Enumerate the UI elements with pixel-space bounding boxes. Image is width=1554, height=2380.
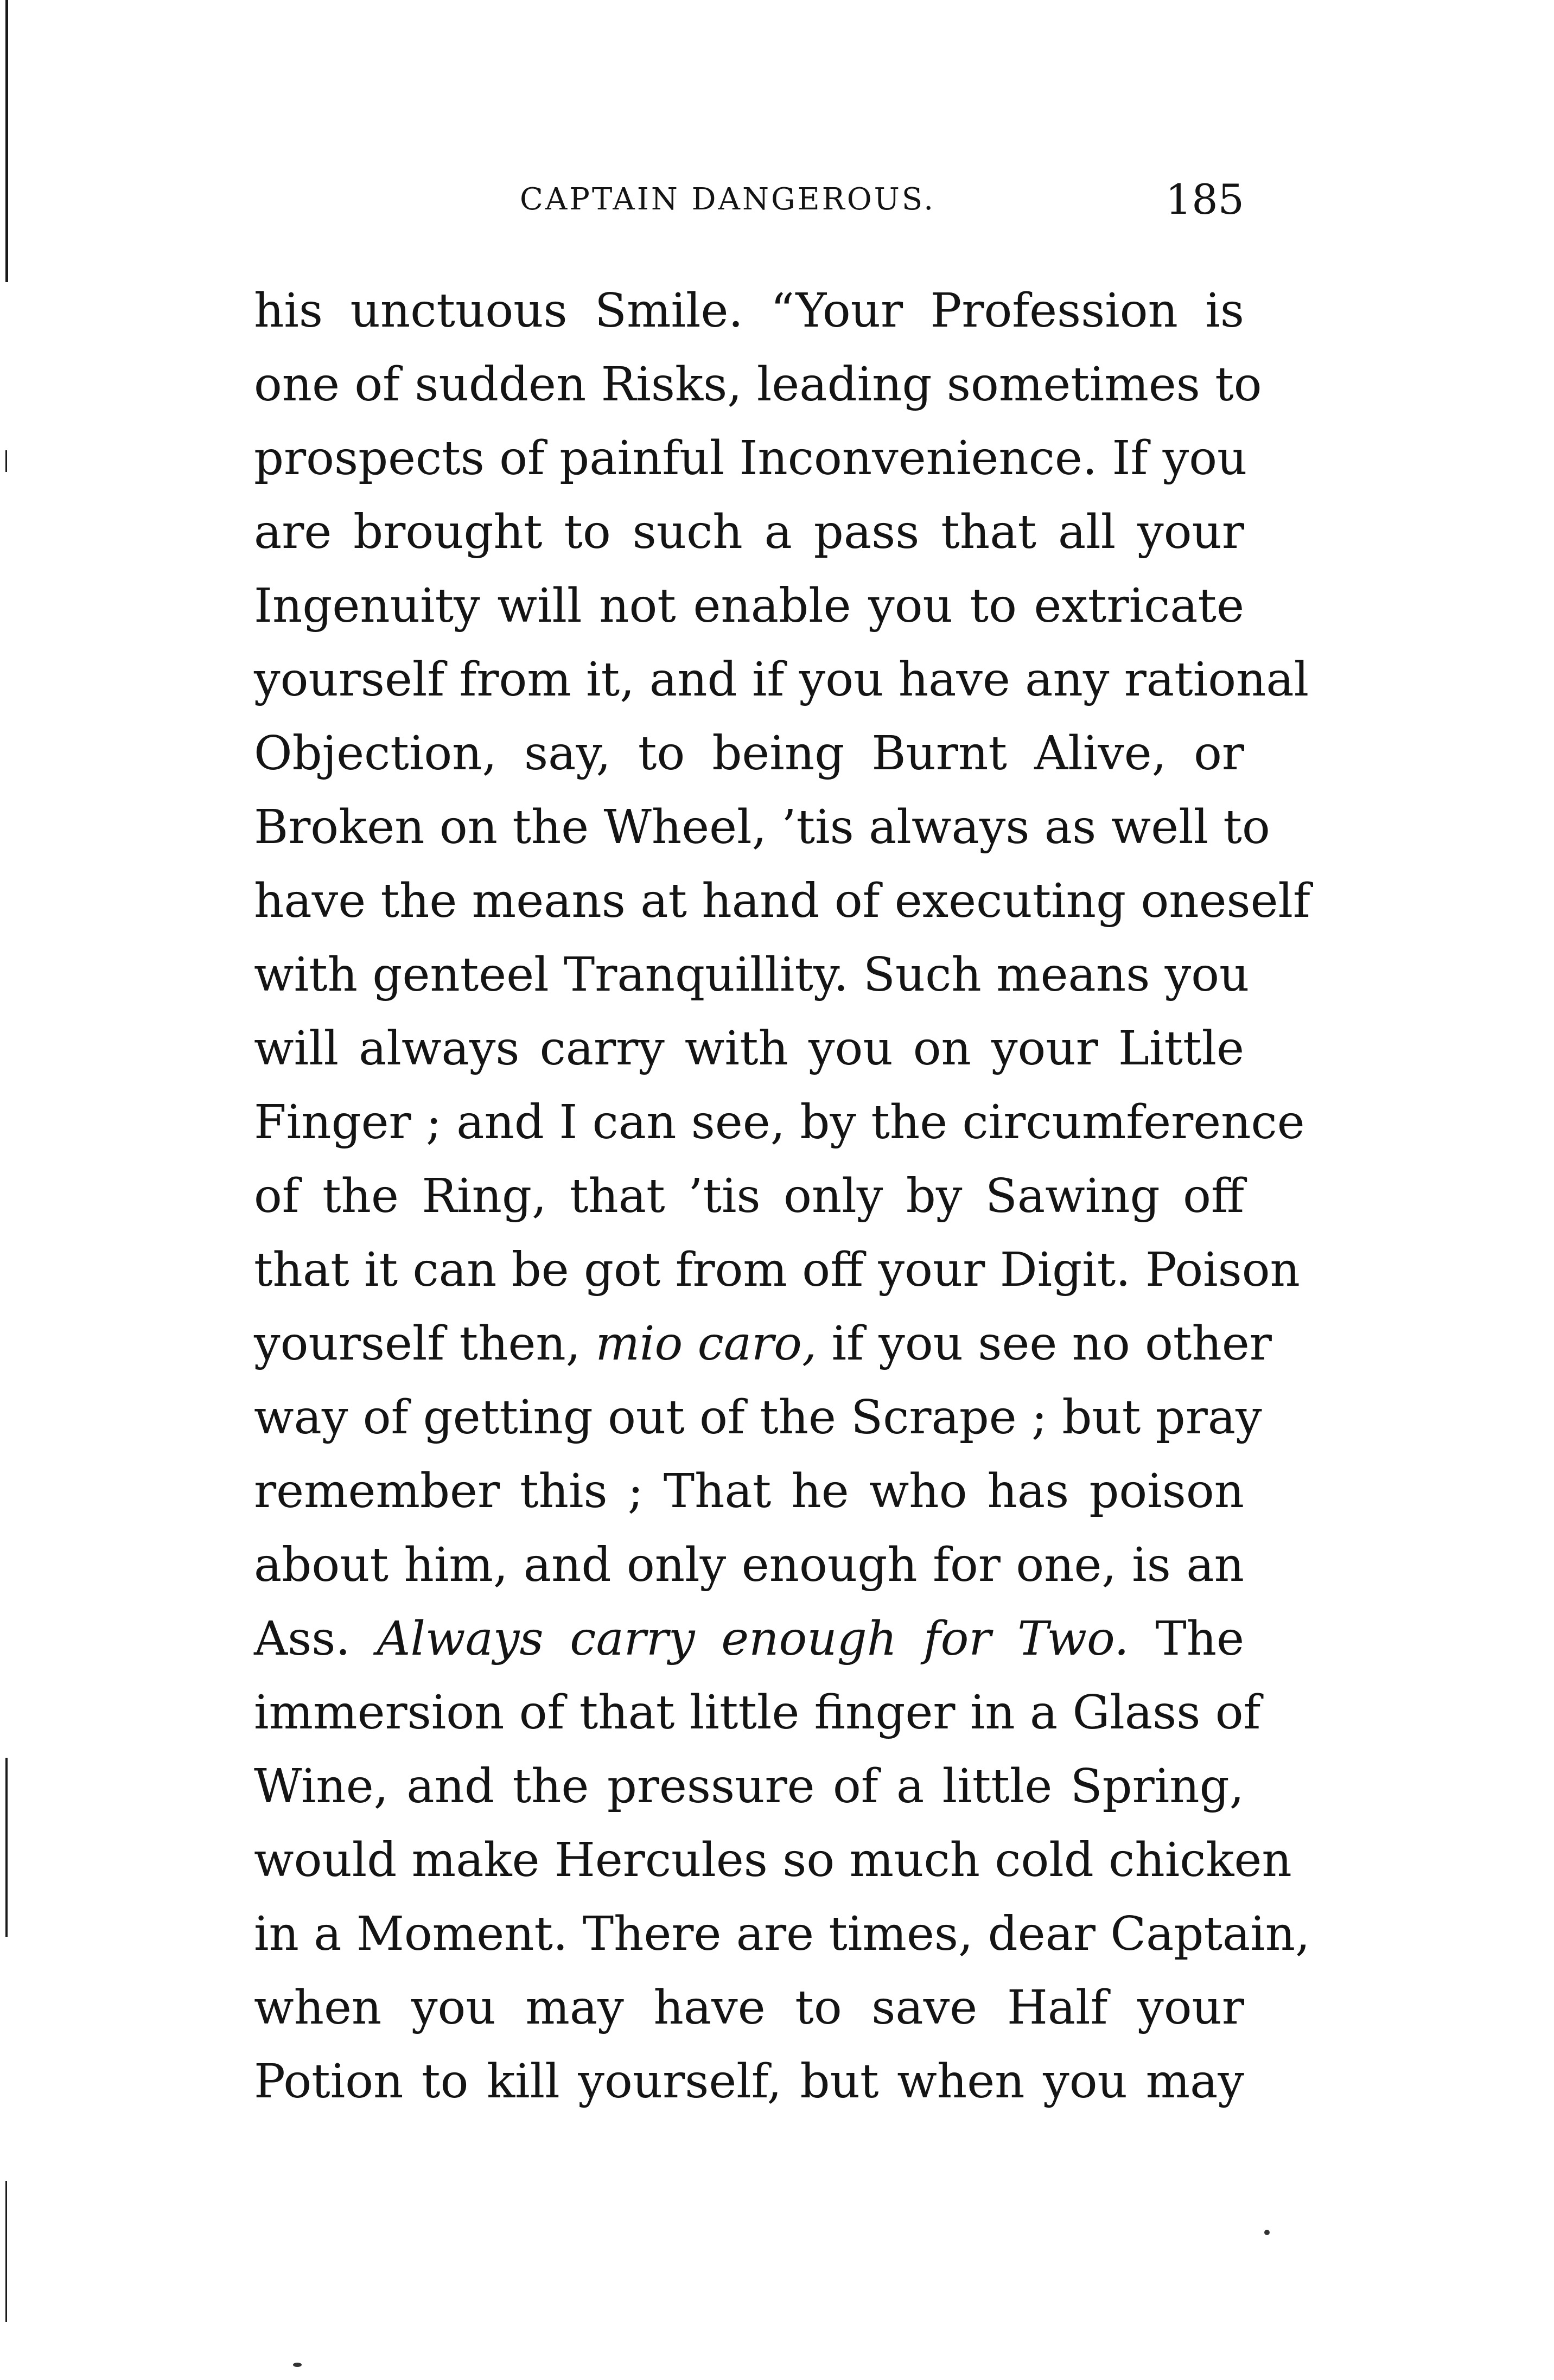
text-line bbox=[254, 348, 1262, 422]
line-text: immersion of that little finger in a Glass of bbox=[254, 1686, 1261, 1740]
text-line bbox=[254, 1159, 1244, 1233]
line-text: Ingenuity will not enable you to extricate bbox=[254, 579, 1244, 633]
line-text: are brought to such a pass that all your bbox=[254, 505, 1244, 559]
text-line bbox=[254, 1454, 1244, 1528]
scan-edge-mark bbox=[5, 1758, 8, 1937]
line-text: yourself from it, and if you have any rational bbox=[254, 653, 1309, 707]
line-text: about him, and only enough for one, is an bbox=[254, 1538, 1244, 1592]
line-text: remember this ; That he who has poison bbox=[254, 1464, 1244, 1518]
line-text: of the Ring, that ’tis only by Sawing off bbox=[254, 1169, 1244, 1223]
text-line bbox=[254, 1528, 1244, 1602]
text-line bbox=[254, 1307, 1272, 1381]
line-text: his unctuous Smile. “Your Profession is bbox=[254, 284, 1244, 338]
line-text: that it can be got from off your Digit. Poison bbox=[254, 1243, 1300, 1297]
line-text: in a Moment. There are times, dear Captain, bbox=[254, 1907, 1310, 1961]
running-head: CAPTAIN DANGEROUS. bbox=[520, 182, 936, 217]
line-text-after: The bbox=[1129, 1612, 1244, 1666]
line-text-after: if you see no other bbox=[817, 1317, 1272, 1371]
line-text: when you may have to save Half your bbox=[254, 1981, 1244, 2035]
line-text: will always carry with you on your Little bbox=[254, 1022, 1244, 1076]
page-number: 185 bbox=[1165, 175, 1244, 224]
text-line bbox=[254, 717, 1244, 790]
text-line bbox=[254, 864, 1310, 938]
text-line bbox=[254, 1897, 1310, 1971]
text-line bbox=[254, 495, 1244, 569]
text-line bbox=[254, 1823, 1292, 1897]
text-line bbox=[254, 2045, 1244, 2119]
line-text: Finger ; and I can see, by the circumference bbox=[254, 1095, 1305, 1150]
page-header bbox=[254, 173, 1244, 227]
line-text: Wine, and the pressure of a little Spring, bbox=[254, 1759, 1244, 1814]
line-text: Objection, say, to being Burnt Alive, or bbox=[254, 726, 1244, 781]
text-line bbox=[254, 1233, 1300, 1307]
text-line bbox=[254, 938, 1250, 1012]
line-text: one of sudden Risks, leading sometimes to bbox=[254, 358, 1262, 412]
line-text: Broken on the Wheel, ’tis always as well to bbox=[254, 800, 1270, 854]
line-text: have the means at hand of executing oneself bbox=[254, 874, 1310, 928]
text-line bbox=[254, 274, 1244, 348]
scan-edge-mark bbox=[5, 2181, 7, 2322]
line-text: Potion to kill yourself, but when you may bbox=[254, 2054, 1244, 2109]
italic-phrase: mio caro, bbox=[595, 1317, 817, 1371]
body-text bbox=[254, 274, 1310, 2119]
scan-speck bbox=[1264, 2230, 1270, 2235]
line-text: would make Hercules so much cold chicken bbox=[254, 1833, 1292, 1887]
text-line bbox=[254, 1086, 1305, 1159]
scan-speck bbox=[293, 2363, 302, 2367]
text-line bbox=[254, 1381, 1262, 1454]
line-text-before: yourself then, bbox=[254, 1317, 596, 1371]
line-text: prospects of painful Inconvenience. If you bbox=[254, 431, 1247, 486]
text-line bbox=[254, 790, 1270, 864]
text-line bbox=[254, 643, 1309, 717]
text-line bbox=[254, 1012, 1244, 1086]
text-line bbox=[254, 1602, 1244, 1676]
line-text-before: Ass. bbox=[254, 1612, 377, 1666]
line-text: with genteel Tranquillity. Such means you bbox=[254, 948, 1250, 1002]
line-text: way of getting out of the Scrape ; but pray bbox=[254, 1390, 1262, 1445]
text-line bbox=[254, 1971, 1244, 2045]
italic-phrase: Always carry enough for Two. bbox=[377, 1612, 1129, 1666]
text-line bbox=[254, 569, 1244, 643]
text-line bbox=[254, 1676, 1261, 1750]
scan-edge-mark bbox=[5, 450, 7, 472]
scan-edge-mark bbox=[5, 0, 8, 282]
text-line bbox=[254, 422, 1247, 495]
text-line bbox=[254, 1750, 1244, 1823]
